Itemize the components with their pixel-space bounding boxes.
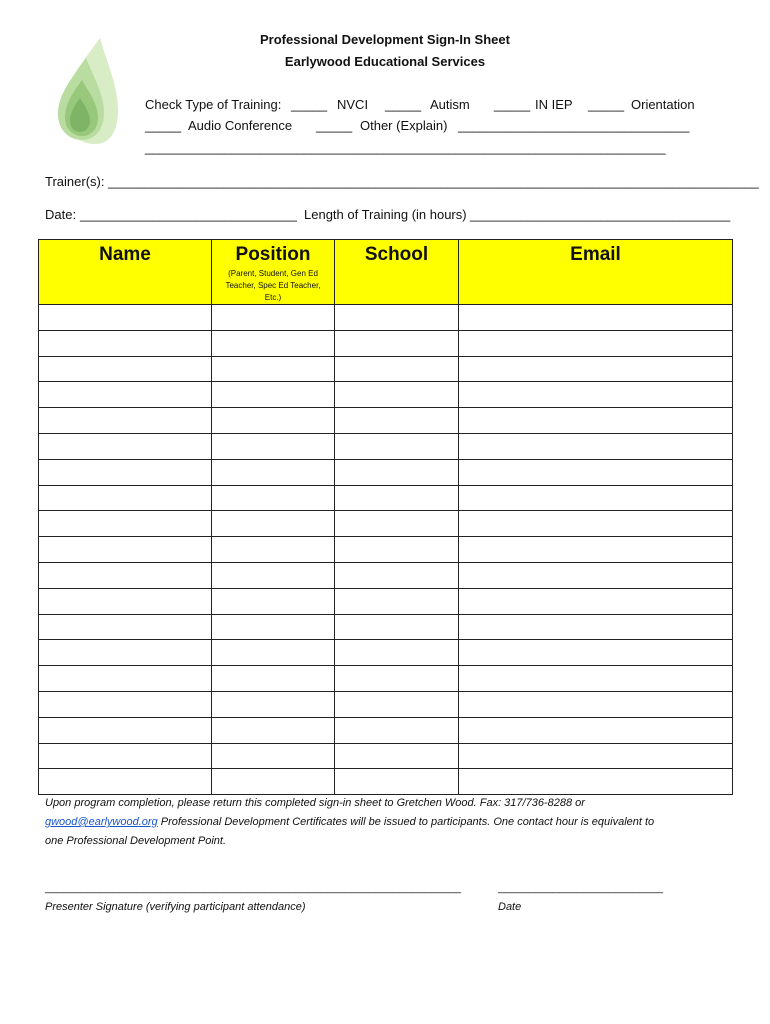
table-row: [39, 485, 733, 511]
training-blank-nvci[interactable]: _____: [291, 97, 328, 112]
training-blank-audio[interactable]: _____: [145, 118, 182, 133]
cell-name[interactable]: [39, 408, 212, 434]
position-hint: (Parent, Student, Gen Ed Teacher, Spec Ed Teacher, Etc.): [225, 269, 321, 302]
cell-position[interactable]: [212, 459, 335, 485]
length-field[interactable]: ____________________________________: [470, 207, 731, 222]
cell-position[interactable]: [212, 537, 335, 563]
cell-position[interactable]: [212, 640, 335, 666]
cell-email[interactable]: [459, 433, 733, 459]
cell-position[interactable]: [212, 433, 335, 459]
table-row: [39, 743, 733, 769]
cell-email[interactable]: [459, 408, 733, 434]
date-field[interactable]: ______________________________: [80, 207, 297, 222]
footer-instructions-line1: Upon program completion, please return this completed sign-in sheet to Gretchen Wood. Fax: 317/736-8288 or: [45, 797, 585, 809]
signature-label: Presenter Signature (verifying participant attendance): [45, 901, 306, 913]
training-blank-in-iep[interactable]: _____: [494, 97, 531, 112]
table-row: [39, 691, 733, 717]
training-blank-orientation[interactable]: _____: [588, 97, 625, 112]
cell-name[interactable]: [39, 769, 212, 795]
cell-email[interactable]: [459, 691, 733, 717]
cell-name[interactable]: [39, 717, 212, 743]
cell-name[interactable]: [39, 330, 212, 356]
cell-school[interactable]: [335, 433, 459, 459]
footer-instructions-line2: gwood@earlywood.org Professional Development Certificates will be issued to participants. One contact hour is equivalent to: [45, 816, 655, 828]
cell-position[interactable]: [212, 356, 335, 382]
cell-position[interactable]: [212, 562, 335, 588]
cell-name[interactable]: [39, 640, 212, 666]
cell-email[interactable]: [459, 537, 733, 563]
cell-school[interactable]: [335, 588, 459, 614]
cell-email[interactable]: [459, 459, 733, 485]
cell-school[interactable]: [335, 666, 459, 692]
cell-name[interactable]: [39, 562, 212, 588]
training-option-audio: Audio Conference: [188, 118, 293, 133]
cell-email[interactable]: [459, 640, 733, 666]
cell-name[interactable]: [39, 666, 212, 692]
cell-name[interactable]: [39, 588, 212, 614]
trainers-field[interactable]: __________________________________________________________________________________________: [108, 174, 759, 189]
table-row: [39, 408, 733, 434]
cell-email[interactable]: [459, 743, 733, 769]
training-option-nvci: NVCI: [337, 97, 369, 112]
signature-date-label: Date: [498, 901, 522, 913]
cell-email[interactable]: [459, 666, 733, 692]
table-header-row: [39, 240, 733, 305]
length-label: Length of Training (in hours): [304, 207, 467, 222]
cell-name[interactable]: [39, 537, 212, 563]
cell-name[interactable]: [39, 691, 212, 717]
signin-table: [38, 239, 733, 795]
cell-position[interactable]: [212, 588, 335, 614]
table-row: [39, 562, 733, 588]
training-other-explain-field[interactable]: ________________________________: [458, 118, 690, 133]
training-option-other: Other (Explain): [360, 118, 448, 133]
column-header-position: Position (Parent, Student, Gen Ed Teacher, Spec Ed Teacher, Etc.): [212, 240, 335, 305]
page-title: Professional Development Sign-In Sheet: [260, 32, 510, 47]
cell-email[interactable]: [459, 588, 733, 614]
table-row: [39, 433, 733, 459]
table-row: [39, 769, 733, 795]
cell-name[interactable]: [39, 743, 212, 769]
trainers-label: Trainer(s):: [45, 174, 105, 189]
date-label: Date:: [45, 207, 77, 222]
cell-school[interactable]: [335, 562, 459, 588]
cell-school[interactable]: [335, 356, 459, 382]
table-row: [39, 305, 733, 331]
cell-school[interactable]: [335, 717, 459, 743]
contact-email-link[interactable]: gwood@earlywood.org: [45, 816, 158, 828]
cell-school[interactable]: [335, 485, 459, 511]
table-row: [39, 666, 733, 692]
cell-email[interactable]: [459, 382, 733, 408]
table-row: [39, 537, 733, 563]
cell-position[interactable]: [212, 382, 335, 408]
training-blank-other[interactable]: _____: [316, 118, 353, 133]
cell-school[interactable]: [335, 614, 459, 640]
cell-position[interactable]: [212, 614, 335, 640]
table-row: [39, 640, 733, 666]
training-blank-autism[interactable]: _____: [385, 97, 422, 112]
cell-school[interactable]: [335, 408, 459, 434]
cell-school[interactable]: [335, 511, 459, 537]
cell-position[interactable]: [212, 717, 335, 743]
cell-name[interactable]: [39, 614, 212, 640]
cell-email[interactable]: [459, 717, 733, 743]
cell-position[interactable]: [212, 743, 335, 769]
cell-position[interactable]: [212, 511, 335, 537]
signature-line[interactable]: ____________________________________________________________________: [45, 882, 462, 894]
table-row: [39, 614, 733, 640]
cell-name[interactable]: [39, 433, 212, 459]
cell-name[interactable]: [39, 511, 212, 537]
signature-date-line[interactable]: ___________________________: [498, 882, 664, 894]
cell-email[interactable]: [459, 356, 733, 382]
column-header-email: Email: [459, 240, 733, 305]
cell-school[interactable]: [335, 305, 459, 331]
cell-position[interactable]: [212, 485, 335, 511]
cell-name[interactable]: [39, 356, 212, 382]
cell-email[interactable]: [459, 562, 733, 588]
column-header-name: Name: [39, 240, 212, 305]
table-row: [39, 717, 733, 743]
cell-school[interactable]: [335, 769, 459, 795]
training-option-orientation: Orientation: [631, 97, 695, 112]
cell-email[interactable]: [459, 485, 733, 511]
cell-email[interactable]: [459, 305, 733, 331]
table-row: [39, 356, 733, 382]
cell-position[interactable]: [212, 769, 335, 795]
cell-position[interactable]: [212, 666, 335, 692]
cell-school[interactable]: [335, 459, 459, 485]
cell-name[interactable]: [39, 305, 212, 331]
leaf-drop-logo-icon: [50, 36, 120, 146]
column-header-school: School: [335, 240, 459, 305]
training-type-label: Check Type of Training:: [145, 97, 282, 112]
training-option-autism: Autism: [430, 97, 470, 112]
table-row: [39, 588, 733, 614]
cell-name[interactable]: [39, 459, 212, 485]
cell-school[interactable]: [335, 691, 459, 717]
cell-position[interactable]: [212, 408, 335, 434]
cell-email[interactable]: [459, 769, 733, 795]
footer-instructions-line3: one Professional Development Point.: [45, 835, 226, 847]
training-explain-line[interactable]: ________________________________________________________________________: [145, 140, 666, 155]
training-option-in-iep: IN IEP: [535, 97, 573, 112]
cell-position[interactable]: [212, 330, 335, 356]
table-row: [39, 382, 733, 408]
table-row: [39, 330, 733, 356]
cell-position[interactable]: [212, 305, 335, 331]
cell-email[interactable]: [459, 614, 733, 640]
cell-name[interactable]: [39, 485, 212, 511]
cell-email[interactable]: [459, 330, 733, 356]
page-subtitle: Earlywood Educational Services: [284, 54, 486, 69]
cell-school[interactable]: [335, 743, 459, 769]
cell-school[interactable]: [335, 537, 459, 563]
cell-school[interactable]: [335, 330, 459, 356]
table-row: [39, 511, 733, 537]
cell-name[interactable]: [39, 382, 212, 408]
cell-school[interactable]: [335, 640, 459, 666]
cell-email[interactable]: [459, 511, 733, 537]
cell-school[interactable]: [335, 382, 459, 408]
cell-position[interactable]: [212, 691, 335, 717]
table-row: [39, 459, 733, 485]
